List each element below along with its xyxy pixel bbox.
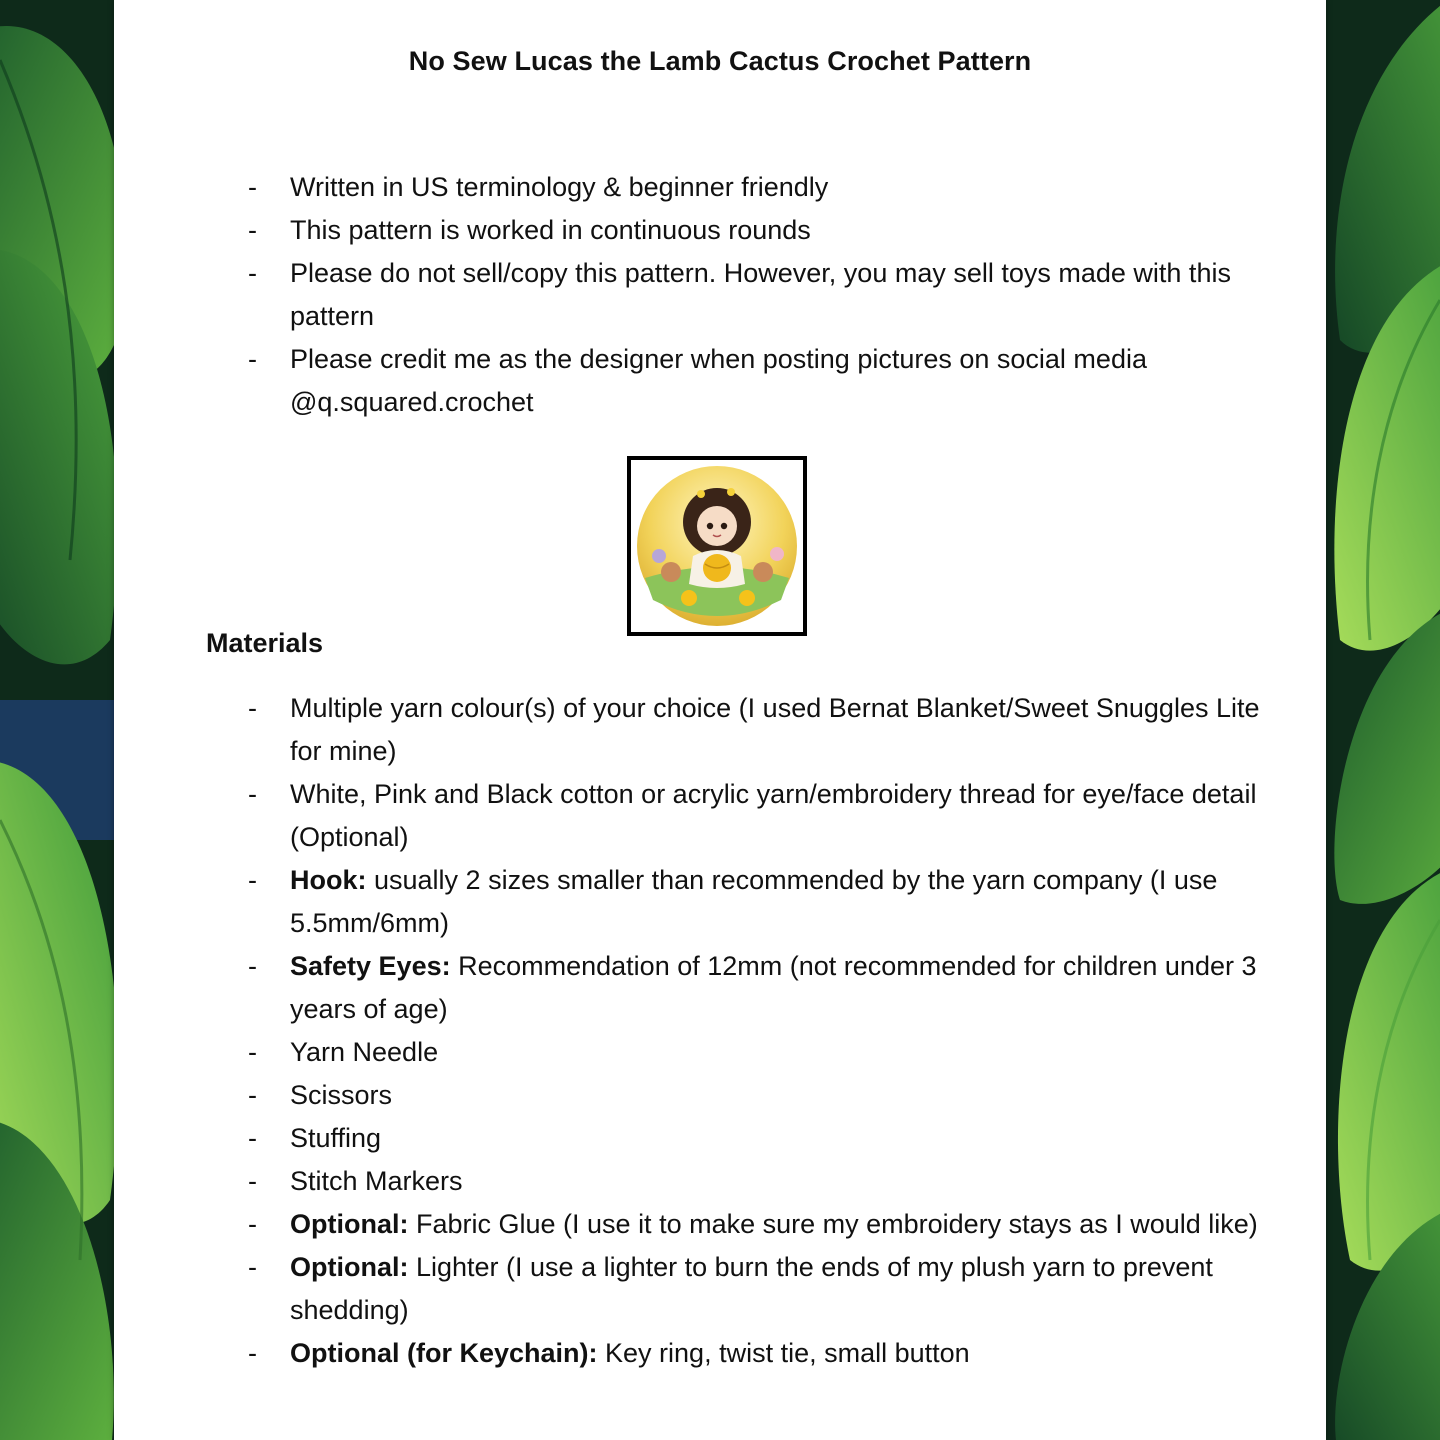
item-text: Recommendation of 12mm (not recommended for children under 3 years of age) xyxy=(290,951,1257,1024)
intro-text: Written in US terminology & beginner friendly xyxy=(290,172,829,202)
bullet-dash: - xyxy=(248,1209,257,1239)
item-text: Yarn Needle xyxy=(290,1037,439,1067)
bullet-dash: - xyxy=(248,1080,257,1110)
intro-text: Please credit me as the designer when posting pictures on social media @q.squared.crochet xyxy=(290,344,1147,417)
intro-text: This pattern is worked in continuous rounds xyxy=(290,215,811,245)
item-text: Scissors xyxy=(290,1080,393,1110)
item-label: Optional: xyxy=(290,1252,409,1282)
item-label: Optional (for Keychain): xyxy=(290,1338,598,1368)
materials-list xyxy=(114,687,1326,1375)
materials-heading: Materials xyxy=(206,628,324,658)
list-item xyxy=(114,1031,1326,1074)
item-label: Optional: xyxy=(290,1209,409,1239)
logo-illustration xyxy=(631,460,803,632)
item-text: White, Pink and Black cotton or acrylic yarn/embroidery thread for eye/face detail (Optional) xyxy=(290,779,1257,852)
bullet-dash: - xyxy=(248,258,257,288)
list-item xyxy=(114,209,1326,252)
page-title: No Sew Lucas the Lamb Cactus Crochet Pattern xyxy=(408,46,1032,76)
list-item xyxy=(114,1246,1326,1332)
item-text: Stuffing xyxy=(290,1123,382,1153)
list-item xyxy=(114,1332,1326,1375)
bullet-dash: - xyxy=(248,1166,257,1196)
designer-logo xyxy=(627,456,807,636)
item-text: Key ring, twist tie, small button xyxy=(597,1338,970,1368)
bullet-dash: - xyxy=(248,344,257,374)
item-text: Fabric Glue (I use it to make sure my embroidery stays as I would like) xyxy=(408,1209,1258,1239)
list-item xyxy=(114,945,1326,1031)
list-item xyxy=(114,1117,1326,1160)
bullet-dash: - xyxy=(248,951,257,981)
bullet-dash: - xyxy=(248,1037,257,1067)
item-label: Safety Eyes: xyxy=(290,951,451,981)
list-item xyxy=(114,773,1326,859)
bullet-dash: - xyxy=(248,865,257,895)
intro-list xyxy=(114,166,1326,424)
bullet-dash: - xyxy=(248,172,257,202)
bullet-dash: - xyxy=(248,1123,257,1153)
item-text: Stitch Markers xyxy=(290,1166,463,1196)
bullet-dash: - xyxy=(248,1338,257,1368)
bullet-dash: - xyxy=(248,693,257,723)
item-text: Lighter (I use a lighter to burn the ends of my plush yarn to prevent shedding) xyxy=(290,1252,1213,1325)
list-item xyxy=(114,166,1326,209)
bullet-dash: - xyxy=(248,215,257,245)
list-item xyxy=(114,1203,1326,1246)
list-item xyxy=(114,859,1326,945)
document-page xyxy=(114,0,1326,1440)
list-item xyxy=(114,252,1326,338)
list-item xyxy=(114,338,1326,424)
intro-text: Please do not sell/copy this pattern. However, you may sell toys made with this pattern xyxy=(290,258,1231,331)
list-item xyxy=(114,1160,1326,1203)
bullet-dash: - xyxy=(248,779,257,809)
item-label: Hook: xyxy=(290,865,367,895)
item-text: usually 2 sizes smaller than recommended by the yarn company (I use 5.5mm/6mm) xyxy=(290,865,1218,938)
list-item xyxy=(114,687,1326,773)
list-item xyxy=(114,1074,1326,1117)
item-text: Multiple yarn colour(s) of your choice (I used Bernat Blanket/Sweet Snuggles Lite for mine) xyxy=(290,693,1260,766)
bullet-dash: - xyxy=(248,1252,257,1282)
